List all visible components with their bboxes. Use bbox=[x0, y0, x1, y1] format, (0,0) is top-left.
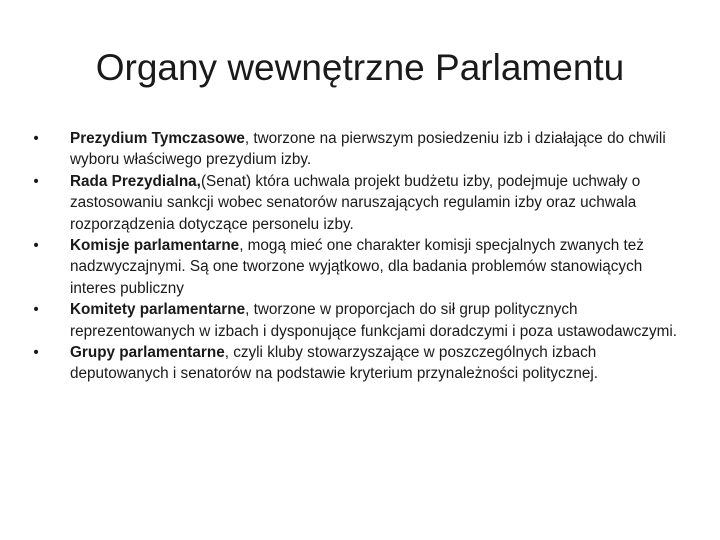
bullet-term: Rada Prezydialna, bbox=[70, 172, 201, 190]
bullet-term: Komitety parlamentarne bbox=[70, 301, 246, 319]
bullet-icon: • bbox=[33, 172, 39, 190]
slide-title: Organy wewnętrzne Parlamentu bbox=[95, 47, 625, 88]
bullet-text: , tworzone w proporcjach do sił grup politycznych reprezentowanych w izbach i dysponujące funkcjami doradczymi i poza ustawodawczymi. bbox=[70, 301, 678, 340]
bullet-icon: • bbox=[33, 237, 39, 255]
bullet-term: Prezydium Tymczasowe bbox=[70, 130, 245, 147]
bullet-text: , mogą mieć one charakter komisji specjalnych zwanych też nadzwyczajnymi. Są one tworzone wyjątkowo, dla badania problemów stanowiących interes publiczny bbox=[70, 237, 644, 297]
bullet-icon: • bbox=[33, 301, 39, 319]
bullet-item-grupy bbox=[30, 342, 690, 385]
bullet-item-komisje bbox=[30, 235, 690, 299]
bullet-icon: • bbox=[33, 130, 39, 147]
bullet-text: , czyli kluby stowarzyszające w poszczególnych izbach deputowanych i senatorów na podstawie kryterium przynależności politycznej. bbox=[70, 344, 599, 383]
bullet-term: Komisje parlamentarne bbox=[70, 237, 240, 255]
bullet-text: (Senat) która uchwala projekt budżetu izby, podejmuje uchwały o zastosowaniu sankcji wobec senatorów naruszających regulamin izby oraz uchwala rozporządzenia dotyczące personelu izby. bbox=[70, 172, 641, 233]
bullet-icon: • bbox=[33, 344, 39, 362]
bullet-item-komitety bbox=[30, 299, 690, 342]
bullet-item-prezydium bbox=[30, 128, 690, 171]
bullet-item-rada bbox=[30, 171, 690, 235]
bullet-term: Grupy parlamentarne bbox=[70, 344, 225, 362]
bullet-list bbox=[30, 128, 690, 385]
bullet-text: , tworzone na pierwszym posiedzeniu izb i działające do chwili wyboru właściwego prezydium izby. bbox=[70, 130, 666, 169]
